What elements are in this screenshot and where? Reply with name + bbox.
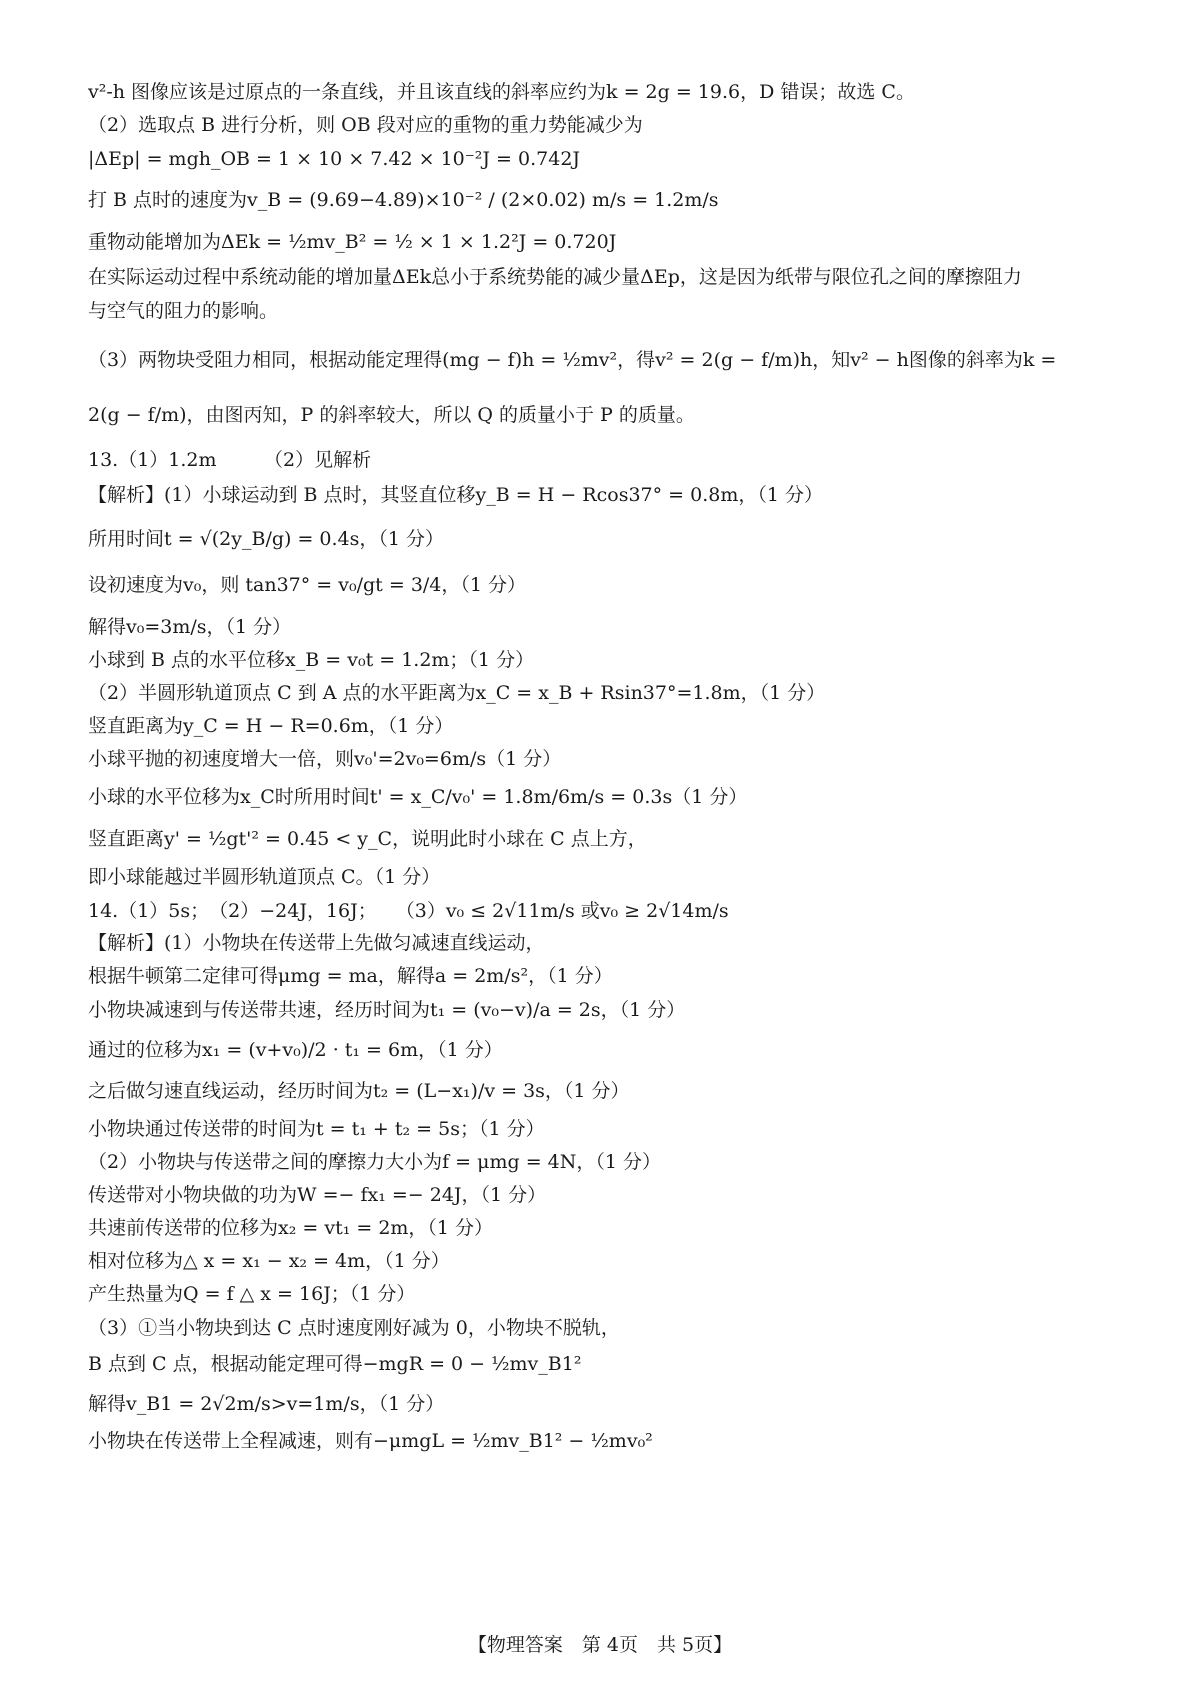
text-line: （2）半圆形轨道顶点 C 到 A 点的水平距离为x_C = x_B + Rsin37°=1.8m，（1 分） — [88, 682, 826, 704]
equation-line: 之后做匀速直线运动，经历时间为t₂ = (L−x₁)/v = 3s，（1 分） — [88, 1080, 630, 1102]
text-line: 与空气的阻力的影响。 — [88, 300, 279, 322]
text-line: （2）小物块与传送带之间的摩擦力大小为f = μmg = 4N，（1 分） — [88, 1151, 661, 1173]
equation-line: 重物动能增加为ΔEk = ½mv_B² = ½ × 1 × 1.2²J = 0.720J — [88, 231, 617, 253]
equation-line: 所用时间t = √(2y_B/g) = 0.4s，（1 分） — [88, 528, 445, 550]
text-line: 解得v_B1 = 2√2m/s>v=1m/s，（1 分） — [88, 1393, 445, 1415]
page-footer: 【物理答案 第 4页 共 5页】 — [467, 1634, 733, 1656]
answer-13-heading: 13.（1）1.2m （2）见解析 — [88, 449, 372, 471]
text-line: 在实际运动过程中系统动能的增加量ΔEk总小于系统势能的减少量ΔEp，这是因为纸带与限位孔之间的摩擦阻力 — [88, 266, 1022, 288]
text-line: 产生热量为Q = f △ x = 16J；（1 分） — [88, 1283, 416, 1305]
text-line: 竖直距离为y_C = H − R=0.6m，（1 分） — [88, 715, 454, 737]
text-line: 2(g − f/m)，由图丙知，P 的斜率较大，所以 Q 的质量小于 P 的质量。 — [88, 404, 695, 426]
equation-line: 通过的位移为x₁ = (v+v₀)/2 · t₁ = 6m，（1 分） — [88, 1039, 503, 1061]
equation-line: B 点到 C 点，根据动能定理可得−mgR = 0 − ½mv_B1² — [88, 1353, 582, 1375]
text-line: （3）两物块受阻力相同，根据动能定理得(mg − f)h = ½mv²，得v² = 2(g − f/m)h，知v² − h图像的斜率为k = — [88, 349, 1057, 371]
text-line: 共速前传送带的位移为x₂ = vt₁ = 2m，（1 分） — [88, 1217, 494, 1239]
text-line: 相对位移为△ x = x₁ − x₂ = 4m，（1 分） — [88, 1250, 450, 1272]
equation-line: 小物块减速到与传送带共速，经历时间为t₁ = (v₀−v)/a = 2s，（1 分） — [88, 999, 686, 1021]
text-line: v²-h 图像应该是过原点的一条直线，并且该直线的斜率应约为k = 2g = 19.6，D 错误；故选 C。 — [88, 81, 915, 103]
text-line: （3）①当小物块到达 C 点时速度刚好减为 0，小物块不脱轨， — [88, 1317, 620, 1339]
text-line: 解得v₀=3m/s，（1 分） — [88, 616, 292, 638]
text-line: 根据牛顿第二定律可得μmg = ma，解得a = 2m/s²，（1 分） — [88, 965, 613, 987]
text-line: （2）选取点 B 进行分析，则 OB 段对应的重物的重力势能减少为 — [88, 114, 643, 136]
text-line: 【解析】(1）小物块在传送带上先做匀减速直线运动， — [88, 932, 545, 954]
equation-line: 设初速度为v₀，则 tan37° = v₀/gt = 3/4，（1 分） — [88, 574, 527, 596]
text-line: 小球到 B 点的水平位移x_B = v₀t = 1.2m；（1 分） — [88, 649, 535, 671]
equation-line: |ΔEp| = mgh_OB = 1 × 10 × 7.42 × 10⁻²J = 0.742J — [88, 148, 581, 170]
equation-line: 打 B 点时的速度为v_B = (9.69−4.89)×10⁻² / (2×0.02) m/s = 1.2m/s — [88, 189, 719, 211]
equation-line: 小球的水平位移为x_C时所用时间t' = x_C/v₀' = 1.8m/6m/s = 0.3s（1 分） — [88, 786, 748, 808]
text-line: 【解析】(1）小球运动到 B 点时，其竖直位移y_B = H − Rcos37° = 0.8m，（1 分） — [88, 484, 823, 506]
answer-14-heading: 14.（1）5s； （2）−24J，16J； （3）v₀ ≤ 2√11m/s 或v₀ ≥ 2√14m/s — [88, 900, 729, 922]
text-line: 小物块通过传送带的时间为t = t₁ + t₂ = 5s；（1 分） — [88, 1118, 545, 1140]
text-line: 即小球能越过半圆形轨道顶点 C。（1 分） — [88, 866, 441, 888]
equation-line: 小物块在传送带上全程减速，则有−μmgL = ½mv_B1² − ½mv₀² — [88, 1430, 653, 1452]
text-line: 小球平抛的初速度增大一倍，则v₀'=2v₀=6m/s（1 分） — [88, 748, 562, 770]
text-line: 传送带对小物块做的功为W =− fx₁ =− 24J，（1 分） — [88, 1184, 547, 1206]
equation-line: 竖直距离y' = ½gt'² = 0.45 < y_C，说明此时小球在 C 点上方， — [88, 828, 647, 850]
